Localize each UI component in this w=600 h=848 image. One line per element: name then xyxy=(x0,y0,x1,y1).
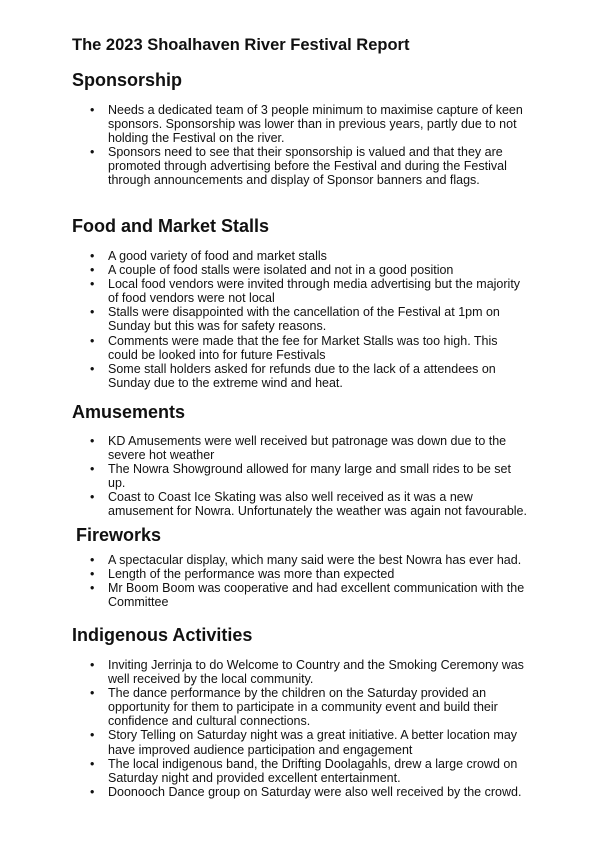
heading-indigenous-activities: Indigenous Activities xyxy=(72,625,253,645)
list-item: • Mr Boom Boom was cooperative and had excellent communication with the Committee xyxy=(0,581,528,609)
list-fireworks xyxy=(0,553,528,609)
list-item: • Story Telling on Saturday night was a great initiative. A better location may have improved audience participation and engagement xyxy=(0,728,528,756)
list-item: • The local indigenous band, the Drifting Doolagahls, drew a large crowd on Saturday night and provided excellent entertainment. xyxy=(0,757,528,785)
list-item: • A spectacular display, which many said were the best Nowra has ever had. xyxy=(0,553,528,567)
list-item: • Doonooch Dance group on Saturday were also well received by the crowd. xyxy=(0,785,528,799)
heading-amusements: Amusements xyxy=(72,402,186,422)
list-food-market-stalls xyxy=(0,249,528,390)
list-item: • Comments were made that the fee for Market Stalls was too high. This could be looked into for future Festivals xyxy=(0,334,528,362)
list-item: • Sponsors need to see that their sponsorship is valued and that they are promoted through advertising before the Festival and during the Festival through announcements and display of Sponsor banners and flags. xyxy=(0,145,528,187)
list-item: • Length of the performance was more than expected xyxy=(0,567,528,581)
list-indigenous-activities xyxy=(0,658,528,799)
list-item: • A couple of food stalls were isolated and not in a good position xyxy=(0,263,528,277)
list-item: • The dance performance by the children on the Saturday provided an opportunity for them to participate in a community event and build their confidence and cultural connections. xyxy=(0,686,528,728)
list-item: • The Nowra Showground allowed for many large and small rides to be set up. xyxy=(0,462,528,490)
heading-fireworks: Fireworks xyxy=(76,525,162,545)
list-item: • Local food vendors were invited through media advertising but the majority of food vendors were not local xyxy=(0,277,528,305)
list-item: • Stalls were disappointed with the cancellation of the Festival at 1pm on Sunday but this was for safety reasons. xyxy=(0,305,528,333)
list-item: • Some stall holders asked for refunds due to the lack of a attendees on Sunday due to the extreme wind and heat. xyxy=(0,362,528,390)
list-amusements xyxy=(0,434,528,519)
heading-sponsorship: Sponsorship xyxy=(72,70,183,90)
document-title: The 2023 Shoalhaven River Festival Report xyxy=(72,36,410,54)
list-item: • A good variety of food and market stalls xyxy=(0,249,528,263)
heading-food-market-stalls: Food and Market Stalls xyxy=(72,216,270,236)
list-sponsorship xyxy=(0,103,528,188)
list-item: • Coast to Coast Ice Skating was also well received as it was a new amusement for Nowra. Unfortunately the weather was again not favourable. xyxy=(0,490,528,518)
list-item: • KD Amusements were well received but patronage was down due to the severe hot weather xyxy=(0,434,528,462)
list-item: • Inviting Jerrinja to do Welcome to Country and the Smoking Ceremony was well received by the local community. xyxy=(0,658,528,686)
list-item: • Needs a dedicated team of 3 people minimum to maximise capture of keen sponsors. Sponsorship was lower than in previous years, partly due to not holding the Festival on the river. xyxy=(0,103,528,145)
